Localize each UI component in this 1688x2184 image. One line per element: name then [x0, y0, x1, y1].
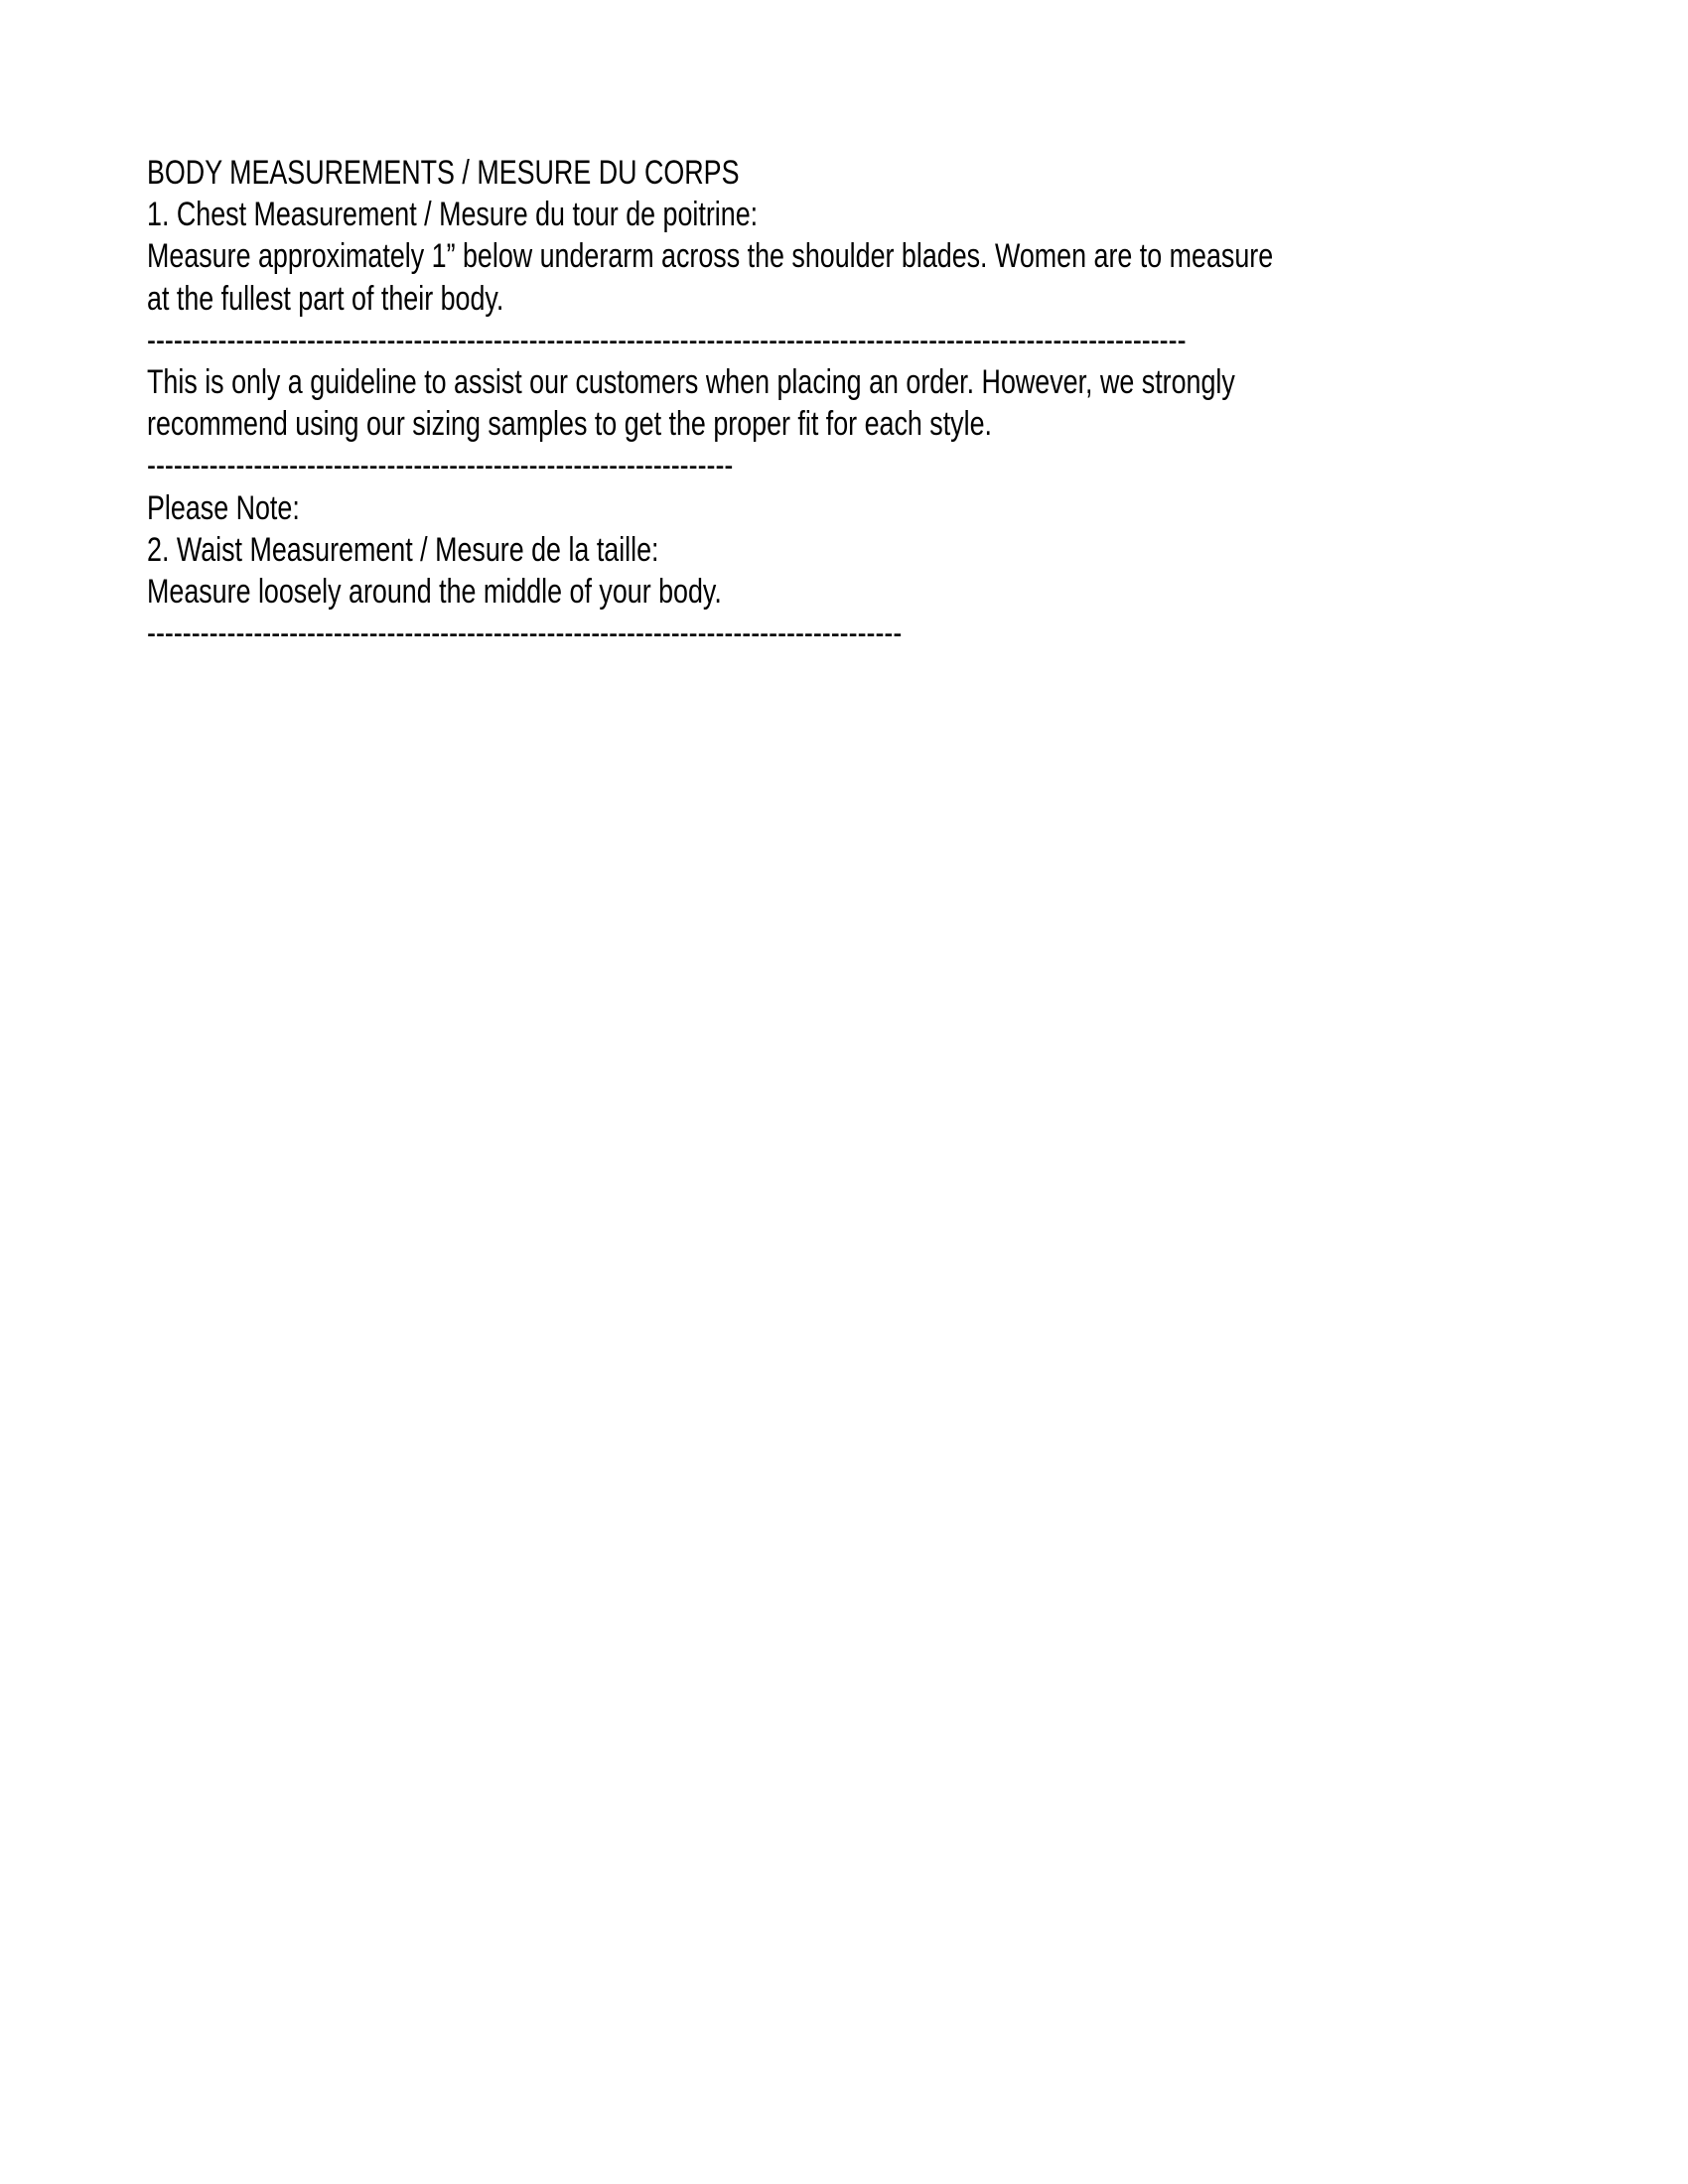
divider-2: ------------------------------------------------------------------: [147, 447, 734, 485]
guideline-note-line-1: This is only a guideline to assist our customers when placing an order. However, we strongly: [147, 363, 1235, 402]
divider-1: ---------------------------------------------------------------------------------------------------------------------: [147, 321, 1187, 359]
waist-measurement-heading: 2. Waist Measurement / Mesure de la taille:: [147, 530, 659, 569]
divider-3: -------------------------------------------------------------------------------------: [147, 614, 903, 653]
guideline-note-line-2: recommend using our sizing samples to get the proper fit for each style.: [147, 405, 992, 444]
document-text-block: [147, 152, 1573, 654]
chest-measurement-instruction-line-2: at the fullest part of their body.: [147, 279, 504, 318]
waist-measurement-instruction: Measure loosely around the middle of your body.: [147, 573, 722, 612]
document-title: BODY MEASUREMENTS / MESURE DU CORPS: [147, 154, 740, 192]
chest-measurement-instruction-line-1: Measure approximately 1” below underarm across the shoulder blades. Women are to measure: [147, 237, 1274, 276]
chest-measurement-heading: 1. Chest Measurement / Mesure du tour de poitrine:: [147, 196, 759, 234]
please-note-label: Please Note:: [147, 488, 300, 527]
